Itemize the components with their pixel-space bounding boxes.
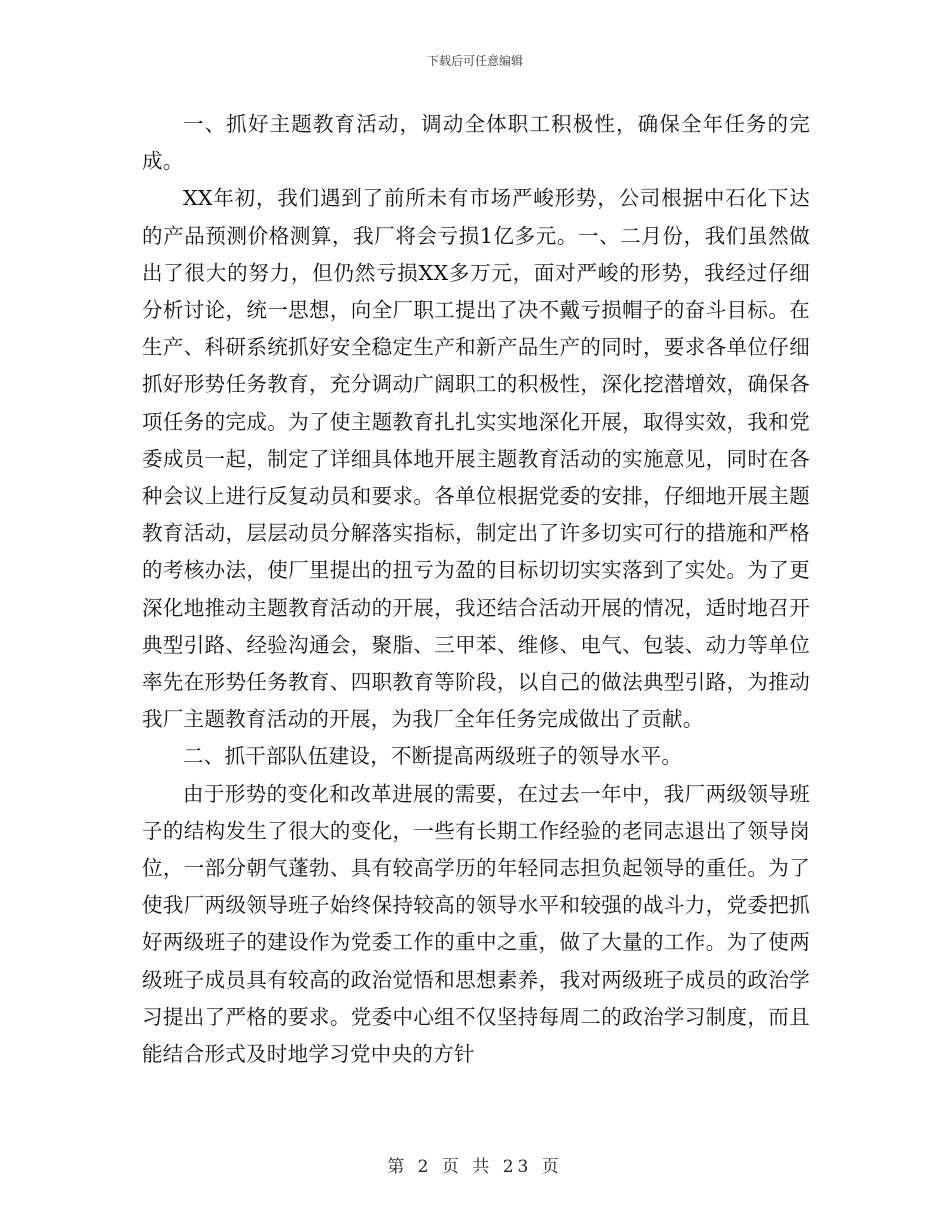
heading-paragraph-2: 二、抓干部队伍建设，不断提高两级班子的领导水平。 xyxy=(183,744,683,769)
document-body xyxy=(142,106,810,1073)
body-paragraph-1: XX年初，我们遇到了前所未有市场严峻形势，公司根据中石化下达的产品预测价格测算，我厂将会亏损1亿多元。一、二月份，我们虽然做出了很大的努力，但仍然亏损XX多万元，面对严峻的形势，我经过仔细分析讨论，统一思想，向全厂职工提出了决不戴亏损帽子的奋斗目标。在生产、科研系统抓好安全稳定生产和新产品生产的同时，要求各单位仔细抓好形势任务教育，充分调动广阔职工的积极性，深化挖潜增效，确保各项任务的完成。为了使主题教育扎扎实实地深化开展，取得实效，我和党委成员一起，制定了详细具体地开展主题教育活动的实施意见，同时在各种会议上进行反复动员和要求。各单位根据党委的安排，仔细地开展主题教育活动，层层动员分解落实指标，制定出了许多切实可行的措施和严格的考核办法，使厂里提出的扭亏为盈的目标切切实实落到了实处。为了更深化地推动主题教育活动的开展，我还结合活动开展的情况，适时地召开典型引路、经验沟通会，聚脂、三甲苯、维修、电气、包装、动力等单位率先在形势任务教育、四职教育等阶段，以自己的做法典型引路，为推动我厂主题教育活动的开展，为我厂全年任务完成做出了贡献。 xyxy=(142,186,810,732)
body-paragraph-2: 由于形势的变化和改革进展的需要，在过去一年中，我厂两级领导班子的结构发生了很大的变化，一些有长期工作经验的老同志退出了领导岗位，一部分朝气蓬勃、具有较高学历的年轻同志担负起领导的重任。为了使我厂两级领导班子始终保持较高的领导水平和较强的战斗力，党委把抓好两级班子的建设作为党委工作的重中之重，做了大量的工作。为了使两级班子成员具有较高的政治觉悟和思想素养，我对两级班子成员的政治学习提出了严格的要求。党委中心组不仅坚持每周二的政治学习制度，而且能结合形式及时地学习党中央的方针 xyxy=(142,781,810,1067)
heading-paragraph-1: 一、抓好主题教育活动，调动全体职工积极性，确保全年任务的完成。 xyxy=(142,112,810,174)
page-header: 下载后可任意编辑 xyxy=(426,54,523,68)
page-footer: 第 2 页 共 23 页 xyxy=(387,1157,563,1177)
